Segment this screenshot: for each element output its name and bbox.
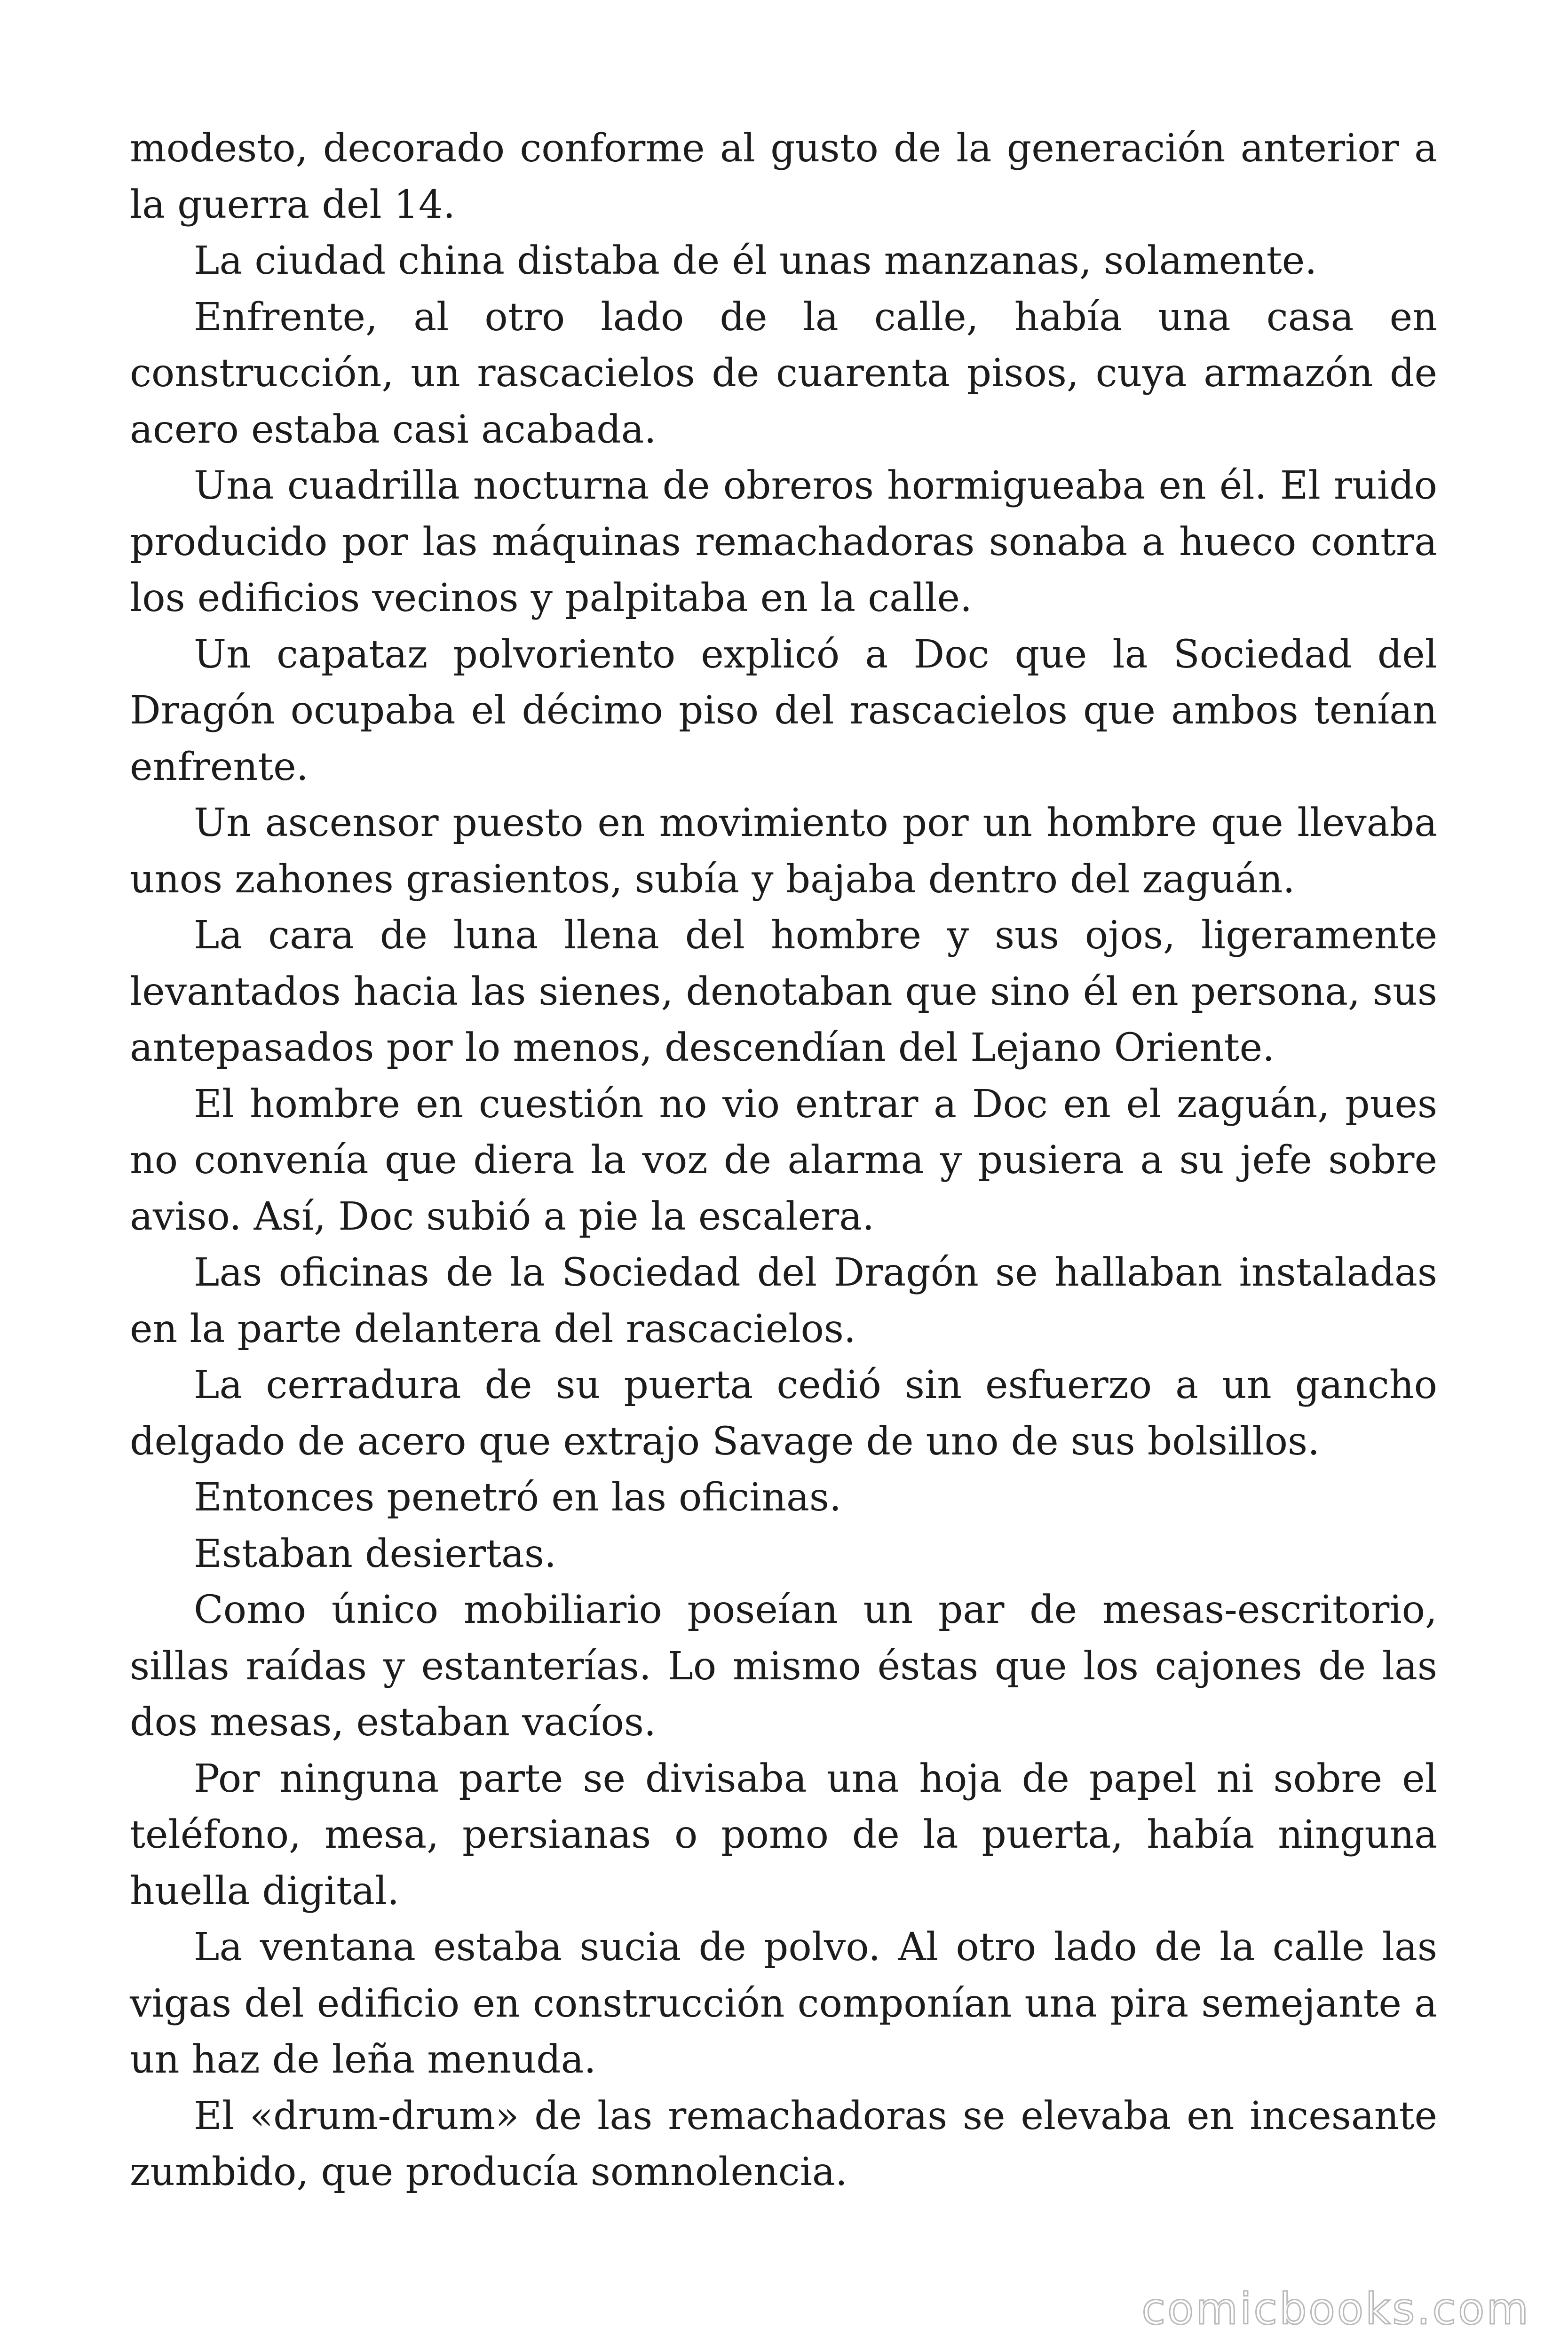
- paragraph: Estaban desiertas.: [194, 1531, 557, 1576]
- paragraph: modesto, decorado conforme al gusto de la generación anterior a la guerra del 14.: [130, 126, 1437, 227]
- paragraph: Entonces penetró en las oficinas.: [194, 1475, 842, 1520]
- paragraph: Una cuadrilla nocturna de obreros hormigueaba en él. El ruido producido por las máquinas remachadoras sonaba a hueco contra los edificios vecinos y palpitaba en la calle.: [130, 463, 1437, 620]
- paragraph: Por ninguna parte se divisaba una hoja de papel ni sobre el teléfono, mesa, persianas o pomo de la puerta, había ninguna huella digital.: [130, 1756, 1437, 1914]
- paragraph: La ciudad china distaba de él unas manzanas, solamente.: [194, 238, 1317, 283]
- paragraph: La cerradura de su puerta cedió sin esfuerzo a un gancho delgado de acero que extrajo Savage de uno de sus bolsillos.: [130, 1363, 1437, 1464]
- paragraph: Un capataz polvoriento explicó a Doc que la Sociedad del Dragón ocupaba el décimo piso del rascacielos que ambos tenían enfrente.: [130, 632, 1437, 789]
- paragraph: La ventana estaba sucia de polvo. Al otro lado de la calle las vigas del edificio en construcción componían una pira semejante a un haz de leña menuda.: [130, 1925, 1437, 2082]
- watermark: comicbooks.com: [1141, 2284, 1530, 2334]
- paragraph: La cara de luna llena del hombre y sus ojos, ligeramente levantados hacia las sienes, denotaban que sino él en persona, sus antepasados por lo menos, descendían del Lejano Oriente.: [130, 913, 1437, 1070]
- page-text: [130, 120, 1437, 2201]
- paragraph: Las oficinas de la Sociedad del Dragón se hallaban instaladas en la parte delantera del rascacielos.: [130, 1250, 1437, 1351]
- paragraph: Enfrente, al otro lado de la calle, había una casa en construcción, un rascacielos de cuarenta pisos, cuya armazón de acero estaba casi acabada.: [130, 294, 1437, 452]
- paragraph: Un ascensor puesto en movimiento por un hombre que llevaba unos zahones grasientos, subía y bajaba dentro del zaguán.: [130, 801, 1437, 902]
- paragraph: El hombre en cuestión no vio entrar a Doc en el zaguán, pues no convenía que diera la voz de alarma y pusiera a su jefe sobre aviso. Así, Doc subió a pie la escalera.: [130, 1081, 1437, 1239]
- paragraph: Como único mobiliario poseían un par de mesas-escritorio, sillas raídas y estanterías. Lo mismo éstas que los cajones de las dos mesas, estaban vacíos.: [130, 1588, 1437, 1745]
- paragraph: El «drum-drum» de las remachadoras se elevaba en incesante zumbido, que producía somnolencia.: [130, 2093, 1437, 2194]
